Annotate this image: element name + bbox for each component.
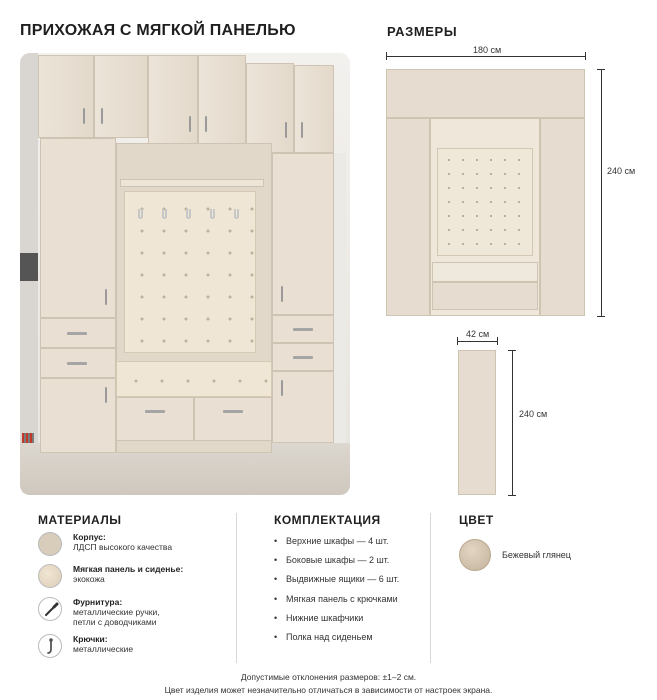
drawing-top-cabinets [386,69,585,118]
list-item: • Мягкая панель с крючками [274,593,399,612]
top-cabinet [148,55,198,145]
color-name: Бежевый глянец [502,550,571,560]
side-height-label: 240 см [519,409,548,419]
height-label: 240 см [607,166,636,176]
drawer [40,318,116,348]
side-height-dimension-line [512,350,513,495]
hook-icon [138,209,143,219]
list-item: • Полка над сиденьем [274,631,399,650]
door [332,153,346,453]
side-cabinet-left [40,138,116,318]
top-cabinet [38,55,94,138]
product-photo [20,53,350,495]
height-dimension-line [601,69,602,316]
lower-cabinet-left [40,378,116,453]
screwdriver-icon [38,597,62,621]
seat-drawer [116,397,194,441]
top-cabinet [294,65,334,153]
depth-label: 42 см [466,329,490,339]
drawer [40,348,116,378]
seat [116,361,272,397]
leather-swatch-icon [38,564,62,588]
divider [236,513,237,663]
hook-icon [210,209,215,219]
drawing-side-view [458,350,496,495]
list-item: • Боковые шкафы — 2 шт. [274,554,399,573]
divider [430,513,431,663]
width-label: 180 см [473,45,502,55]
materials-title: МАТЕРИАЛЫ [38,513,122,527]
footer-note: Цвет изделия может незначительно отличаться в зависимости от настроек экрана. [164,685,493,695]
hook-icon [162,209,167,219]
hook-icon [234,209,239,219]
seat-drawer [194,397,272,441]
side-cabinet-right [272,153,334,315]
dimensions-title: РАЗМЕРЫ [387,24,458,39]
wood-swatch-icon [38,532,62,556]
drawing-seat [432,262,538,282]
drawing-left-cabinet [386,118,430,316]
kit-list [274,535,399,650]
wall [20,53,38,443]
drawing-soft-panel [437,148,533,256]
top-cabinet [246,63,294,153]
list-item: • Выдвижные ящики — 6 шт. [274,573,399,592]
width-dimension-line [386,56,586,57]
lower-cabinet-right [272,371,334,443]
list-item: • Нижние шкафчики [274,612,399,631]
page-title: ПРИХОЖАЯ С МЯГКОЙ ПАНЕЛЬЮ [20,22,296,39]
depth-dimension-line [457,341,498,342]
drawer [272,315,334,343]
list-item: • Верхние шкафы — 4 шт. [274,535,399,554]
footer-note: Допустимые отклонения размеров: ±1–2 см. [240,672,417,682]
drawing-seat-drawers [432,282,538,310]
drawer [272,343,334,371]
kit-title: КОМПЛЕКТАЦИЯ [274,513,381,527]
top-cabinet [94,55,148,138]
hook-icon [186,209,191,219]
color-title: ЦВЕТ [459,513,494,527]
hook-icon [38,634,62,658]
drawing-right-cabinet [540,118,585,316]
color-swatch [459,539,491,571]
shelf [120,179,264,187]
electrical-panel [20,253,38,281]
top-cabinet [198,55,246,145]
